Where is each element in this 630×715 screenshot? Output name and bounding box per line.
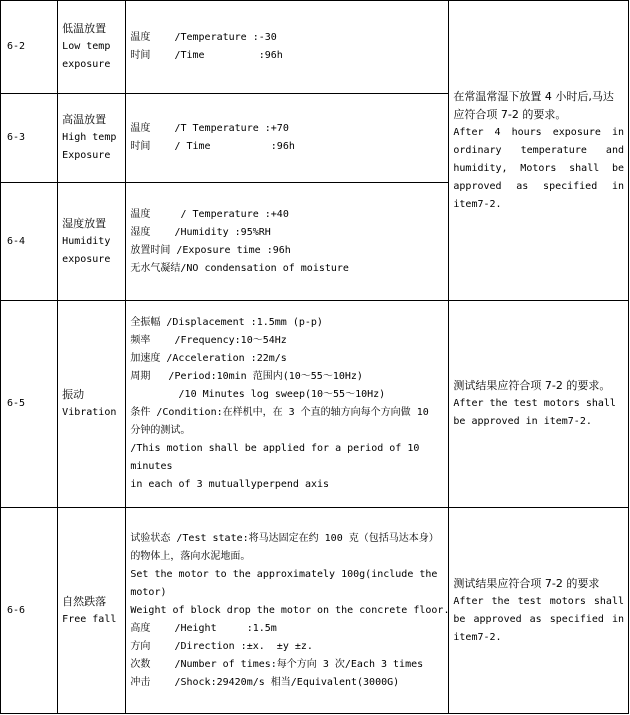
item-number: 6-2: [1, 1, 58, 94]
requirement: 测试结果应符合项 7-2 的要求。 After the test motors shall be approved in item7-2.: [449, 301, 629, 508]
item-number: 6-6: [1, 508, 58, 714]
item-number: 6-4: [1, 183, 58, 301]
item-number: 6-3: [1, 94, 58, 183]
table-row: [1, 301, 629, 508]
test-name: 高温放置 High temp Exposure: [58, 94, 126, 183]
test-name: 低温放置 Low temp exposure: [58, 1, 126, 94]
requirement: 测试结果应符合项 7-2 的要求 After the test motors shall be approved as specified in item7-2.: [449, 508, 629, 714]
item-number: 6-5: [1, 301, 58, 508]
test-conditions: 温度 /Temperature :-30 时间 /Time :96h: [126, 1, 449, 94]
table-row: [1, 508, 629, 714]
test-conditions: 温度 /T Temperature :+70 时间 / Time :96h: [126, 94, 449, 183]
test-conditions: 温度 / Temperature :+40 湿度 /Humidity :95%RH 放置时间 /Exposure time :96h 无水气凝结/NO condensation of moisture: [126, 183, 449, 301]
table-row: [1, 1, 629, 94]
test-name: 自然跌落 Free fall: [58, 508, 126, 714]
test-conditions: 试验状态 /Test state:将马达固定在约 100 克（包括马达本身）的物体上，落向水泥地面。 Set the motor to the approximately 100g(include the motor) Weight of block drop the motor on the concrete floor. 高度 /Height :1.5m 方向 /Direction :±x. ±y ±z. 次数 /Number of times:每个方向 3 次/Each 3 times 冲击 /Shock:29420m/s 相当/Equivalent(3000G): [126, 508, 449, 714]
test-name: 湿度放置 Humidity exposure: [58, 183, 126, 301]
test-name: 振动 Vibration: [58, 301, 126, 508]
test-conditions: 全振幅 /Displacement :1.5mm (p-p) 频率 /Frequency:10～54Hz 加速度 /Acceleration :22m/s 周期 /Period:10min 范围内(10～55～10Hz) /10 Minutes log sweep(10～55～10Hz) 条件 /Condition:在样机中，在 3 个直的轴方向每个方向做 10 分钟的测试。 /This motion shall be applied for a period of 10 minutes in each of 3 mutuallyperpend axis: [126, 301, 449, 508]
shared-requirement: 在常温常湿下放置 4 小时后,马达应符合项 7-2 的要求。 After 4 hours exposure in ordinary temperature and humidity, Motors shall be approved as specified in item7-2.: [449, 1, 629, 301]
